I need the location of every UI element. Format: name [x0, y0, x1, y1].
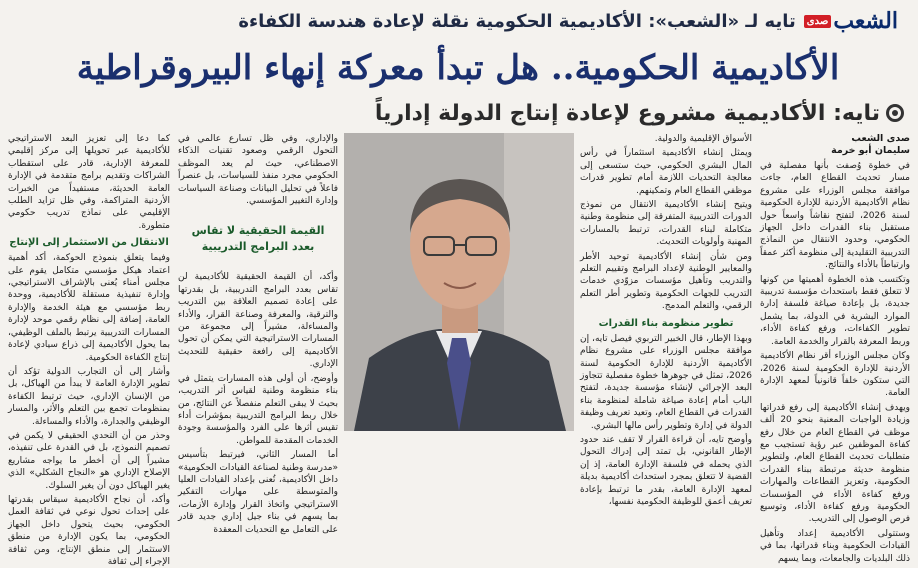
paragraph: ومن شأن إنشاء الأكاديمية توحيد الأطر والمعايير الوطنية لإعداد البرامج وتقييم التعلم والتدريب وتأهيل مؤسسات مزوّدي خدمات التدريب للجهات الحكومية وتطوير أطر التعلم الرقمي، والتعلم المدمج.: [580, 251, 752, 312]
column-body: [760, 160, 910, 565]
paragraph: أما المسار الثاني، فيرتبط بتأسيس «مدرسة وطنية لصناعة القيادات الحكومية» داخل الأكاديمية، تُعنى بإعداد القيادات العليا والمتوسطة على مهارات التفكير الاستراتيجي واتخاذ القرار وإدارة الأزمات، بما يسهم في بناء جيل إداري جديد قادر على التعامل مع التحديات المعقدة: [178, 450, 338, 535]
sub-headline: [10, 96, 910, 130]
byline: [760, 133, 910, 157]
article-column-1: [760, 133, 911, 564]
paragraph: وأشار إلى أن التجارب الدولية تؤكد أن تطوير الإدارة العامة لا يبدأ من الهياكل، بل من الإنسان الإداري، حيث ترتبط الكفاءة بمنظومات تجمع بين التعلم والأثر، والمسار الوظيفي والجدارة، والأداء والمساءلة.: [8, 366, 170, 427]
paragraph: وكان مجلس الوزراء أقر نظام الأكاديمية الأردنية للإدارة الحكومية لسنة 2026، التي ستكون خلفاً قانونياً لمعهد الإدارة العامة.: [760, 351, 910, 399]
paragraph: وتكتسب هذه الخطوة أهميتها من كونها لا تتعلق فقط باستحداث مؤسسة تدريبية جديدة، بل بإعادة صياغة فلسفة إدارة الموارد البشرية في الدولة، بما يشمل تطوير الكفاءات، ورفع كفاءة الأداء، وربط المعرفة بالقرار والخدمة العامة.: [760, 274, 910, 347]
person-portrait-icon: [344, 133, 574, 431]
byline-author: سليمان أبو خرمة: [831, 145, 910, 156]
paragraph: والإداري، وفي ظل تسارع عالمي في التحول الرقمي وصعود تقنيات الذكاء الاصطناعي، حيث لم يعد الموظف الحكومي مجرد منفذ للسياسات، بل عنصراً فاعلاً في تحليل البيانات وصناعة السياسات وإدارة التغيير المؤسسي.: [178, 134, 338, 207]
paragraph: وستتولى الأكاديمية إعداد وتأهيل القيادات الحكومية وبناء قدراتها، بما في ذلك البلديات والجامعات، وبما يسهم: [760, 528, 910, 564]
logo-text: الشعب: [833, 8, 898, 34]
article-column-4: [8, 133, 170, 567]
paragraph: الأسواق الإقليمية والدولية.: [654, 134, 752, 144]
pull-quote: القيمة الحقيقية لا تقاس بعدد البرامج التدريبية: [191, 224, 325, 254]
section-title: الانتقال من الاستثمار إلى الإنتاج: [9, 237, 169, 249]
paragraph: كما دعا إلى تعزيز البعد الاستراتيجي للأكاديمية عبر تحويلها إلى مركز إقليمي للمعرفة الإدارية، قادر على استقطاب الشراكات وتقديم برامج متقدمة في الإدارة العامة الحديثة، مستفيداً من الخبرات الأردنية المتراكمة، وفي ظل تزايد الطلب الإقليمي على نماذج تدريب حكومي متطورة.: [8, 134, 170, 231]
article-column-2: [580, 133, 752, 507]
main-headline: الأكاديمية الحكومية.. هل تبدأ معركة إنهاء البيروقراطية: [76, 48, 840, 88]
paragraph: وأكد، أن نجاح الأكاديمية سيقاس بقدرتها على إحداث تحول نوعي في ثقافة العمل الحكومي، بحيث يتحول داخل الجهاز الحكومي، بما يكون الإدارة من منطق الاستثمار إلى منطق الإنتاج، ومن ثقافة الإجراء إلى ثقافة: [8, 494, 170, 567]
paragraph: وأوضح، أن أولى هذه المسارات يتمثل في بناء منظومة وطنية لقياس أثر التدريب، بحيث لا يبقى التعلم منفصلاً عن النتائج، من خلال ربط البرامج التدريبية بمؤشرات أداء تقيس أثرها على الفرد والمؤسسة وجودة الخدمات المقدمة للمواطن.: [178, 373, 338, 446]
paragraph: ويتيح إنشاء الأكاديمية الانتقال من نموذج الدورات التدريبية المتفرقة إلى منظومة وطنية متكاملة لبناء القدرات، ترتبط بالمسارات المهنية وأولويات التحديث.: [580, 200, 752, 248]
paragraph: وأكد، أن القيمة الحقيقية للأكاديمية لن تقاس بعدد البرامج التدريبية، بل بقدرتها على إعادة تصميم العلاقة بين التدريب والترقية، والمعرفة وصناعة القرار، والأداء والمساءلة، مشيراً إلى مجموعة من المسارات الاستراتيجية التي يمكن أن تحول الأكاديمية إلى رافعة حقيقية للتحديث الإداري.: [178, 272, 338, 370]
paragraph: ويمثل إنشاء الأكاديمية استثماراً في رأس المال البشري الحكومي، حيث ستسعى إلى معالجة التحديات اللازمة أمام تطوير قدرات موظفي القطاع العام وتمكينهم.: [580, 148, 752, 196]
kicker-line: [238, 4, 898, 38]
paragraph: وفيما يتعلق بنموذج الحوكمة، أكد أهمية اعتماد هيكل مؤسسي متكامل يقوم على مجلس أمناء يُعنى بالإشراف الاستراتيجي، وإدارة تنفيذية مستقلة للأكاديمية، ووحدة ربط مؤسسي مع هيئة الخدمة والإدارة العامة، إضافة إلى نظام رقمي موحد لإدارة المسارات التدريبية يرتبط بالملف الوظيفي، بما يحول الأكاديمية إلى ذراع سيادي لإعادة إنتاج الكفاءة الحكومية.: [8, 253, 170, 363]
kicker-text: تايه لـ «الشعب»: الأكاديمية الحكومية نقلة لإعادة هندسة الكفاءة: [238, 10, 796, 32]
column-body: [8, 133, 170, 568]
byline-outlet: صدى الشعب: [851, 133, 910, 144]
paragraph: ويهدف إنشاء الأكاديمية إلى رفع قدراتها وزيادة الواجبات المعنية بنحو 20 ألف موظف في القطاع العام من خلال رفع كفاءة الموظفين عبر رؤية تستجيب مع متطلبات تحديث القطاع العام، ولتطوير منظومة حديثة مرتبطة ببناء القدرات الحكومية، وتعزيز القطاعات والمهارات ورفع كفاءة الأداء في المؤسسات الحكومية ورفع كفاءة الأداء، وتوسيع فرص الوصول إلى التدريب.: [760, 402, 911, 525]
bullet-circle-icon: [886, 104, 904, 122]
paragraph: وحذر من أن التحدي الحقيقي لا يكمن في تصميم النموذج، بل في القدرة على تنفيذه، مشيراً إلى أن أخطر ما يواجه مشاريع الإصلاح الإداري هو «النجاح الشكلي» الذي يغير الهياكل دون أن يغير السلوك.: [8, 430, 170, 491]
sub-headline-text: تايه: الأكاديمية مشروع لإعادة إنتاج الدولة إدارياً: [374, 100, 880, 126]
column-body: [178, 133, 338, 536]
logo-badge: صدى: [804, 15, 832, 28]
article-column-3: [178, 133, 338, 535]
section-title: تطوير منظومة بناء القدرات: [598, 317, 734, 329]
newspaper-logo: [804, 8, 898, 34]
paragraph: وأوضح تايه، أن قراءة القرار لا تقف عند حدود الإطار القانوني، بل تمتد إلى إدراك التحول الذي يحمله في فلسفة الإدارة العامة، إذ إن القضية لا تتعلق بمجرد استحداث أكاديمية بديلة لمعهد الإدارة العامة، بقدر ما ترتبط بإعادة تعريف أعمق للوظيفة الحكومية نفسها،: [580, 434, 752, 507]
paragraph: في خطوة وُصفت بأنها مفصلية في مسار تحديث القطاع العام، جاءت موافقة مجلس الوزراء على مشروع نظام الأكاديمية الأردنية للإدارة الحكومية لسنة 2026، لتفتح نقاشاً واسعاً حول مستقبل بناء القدرات داخل الجهاز الحكومي، وحدود الانتقال من النماذج التدريبية التقليدية إلى منظومة أكثر عمقاً وارتباطاً بالأداء والنتائج.: [760, 161, 910, 271]
column-body: [580, 133, 752, 508]
portrait-photo: [344, 133, 574, 431]
paragraph: وبهذا الإطار، قال الخبير التربوي فيصل تايه، إن موافقة مجلس الوزراء على مشروع نظام الأكاديمية الأردنية للإدارة الحكومية لسنة 2026، تمثل في جوهرها خطوة مفصلية تتجاوز البعد الإجرائي لإنشاء مؤسسة جديدة، لتفتح الباب أمام إعادة صياغة شاملة لمنظومة بناء القدرات في القطاع العام، وتعيد تعريف وظيفة الدولة في إدارة وتطوير رأس مالها البشري.: [580, 333, 752, 431]
